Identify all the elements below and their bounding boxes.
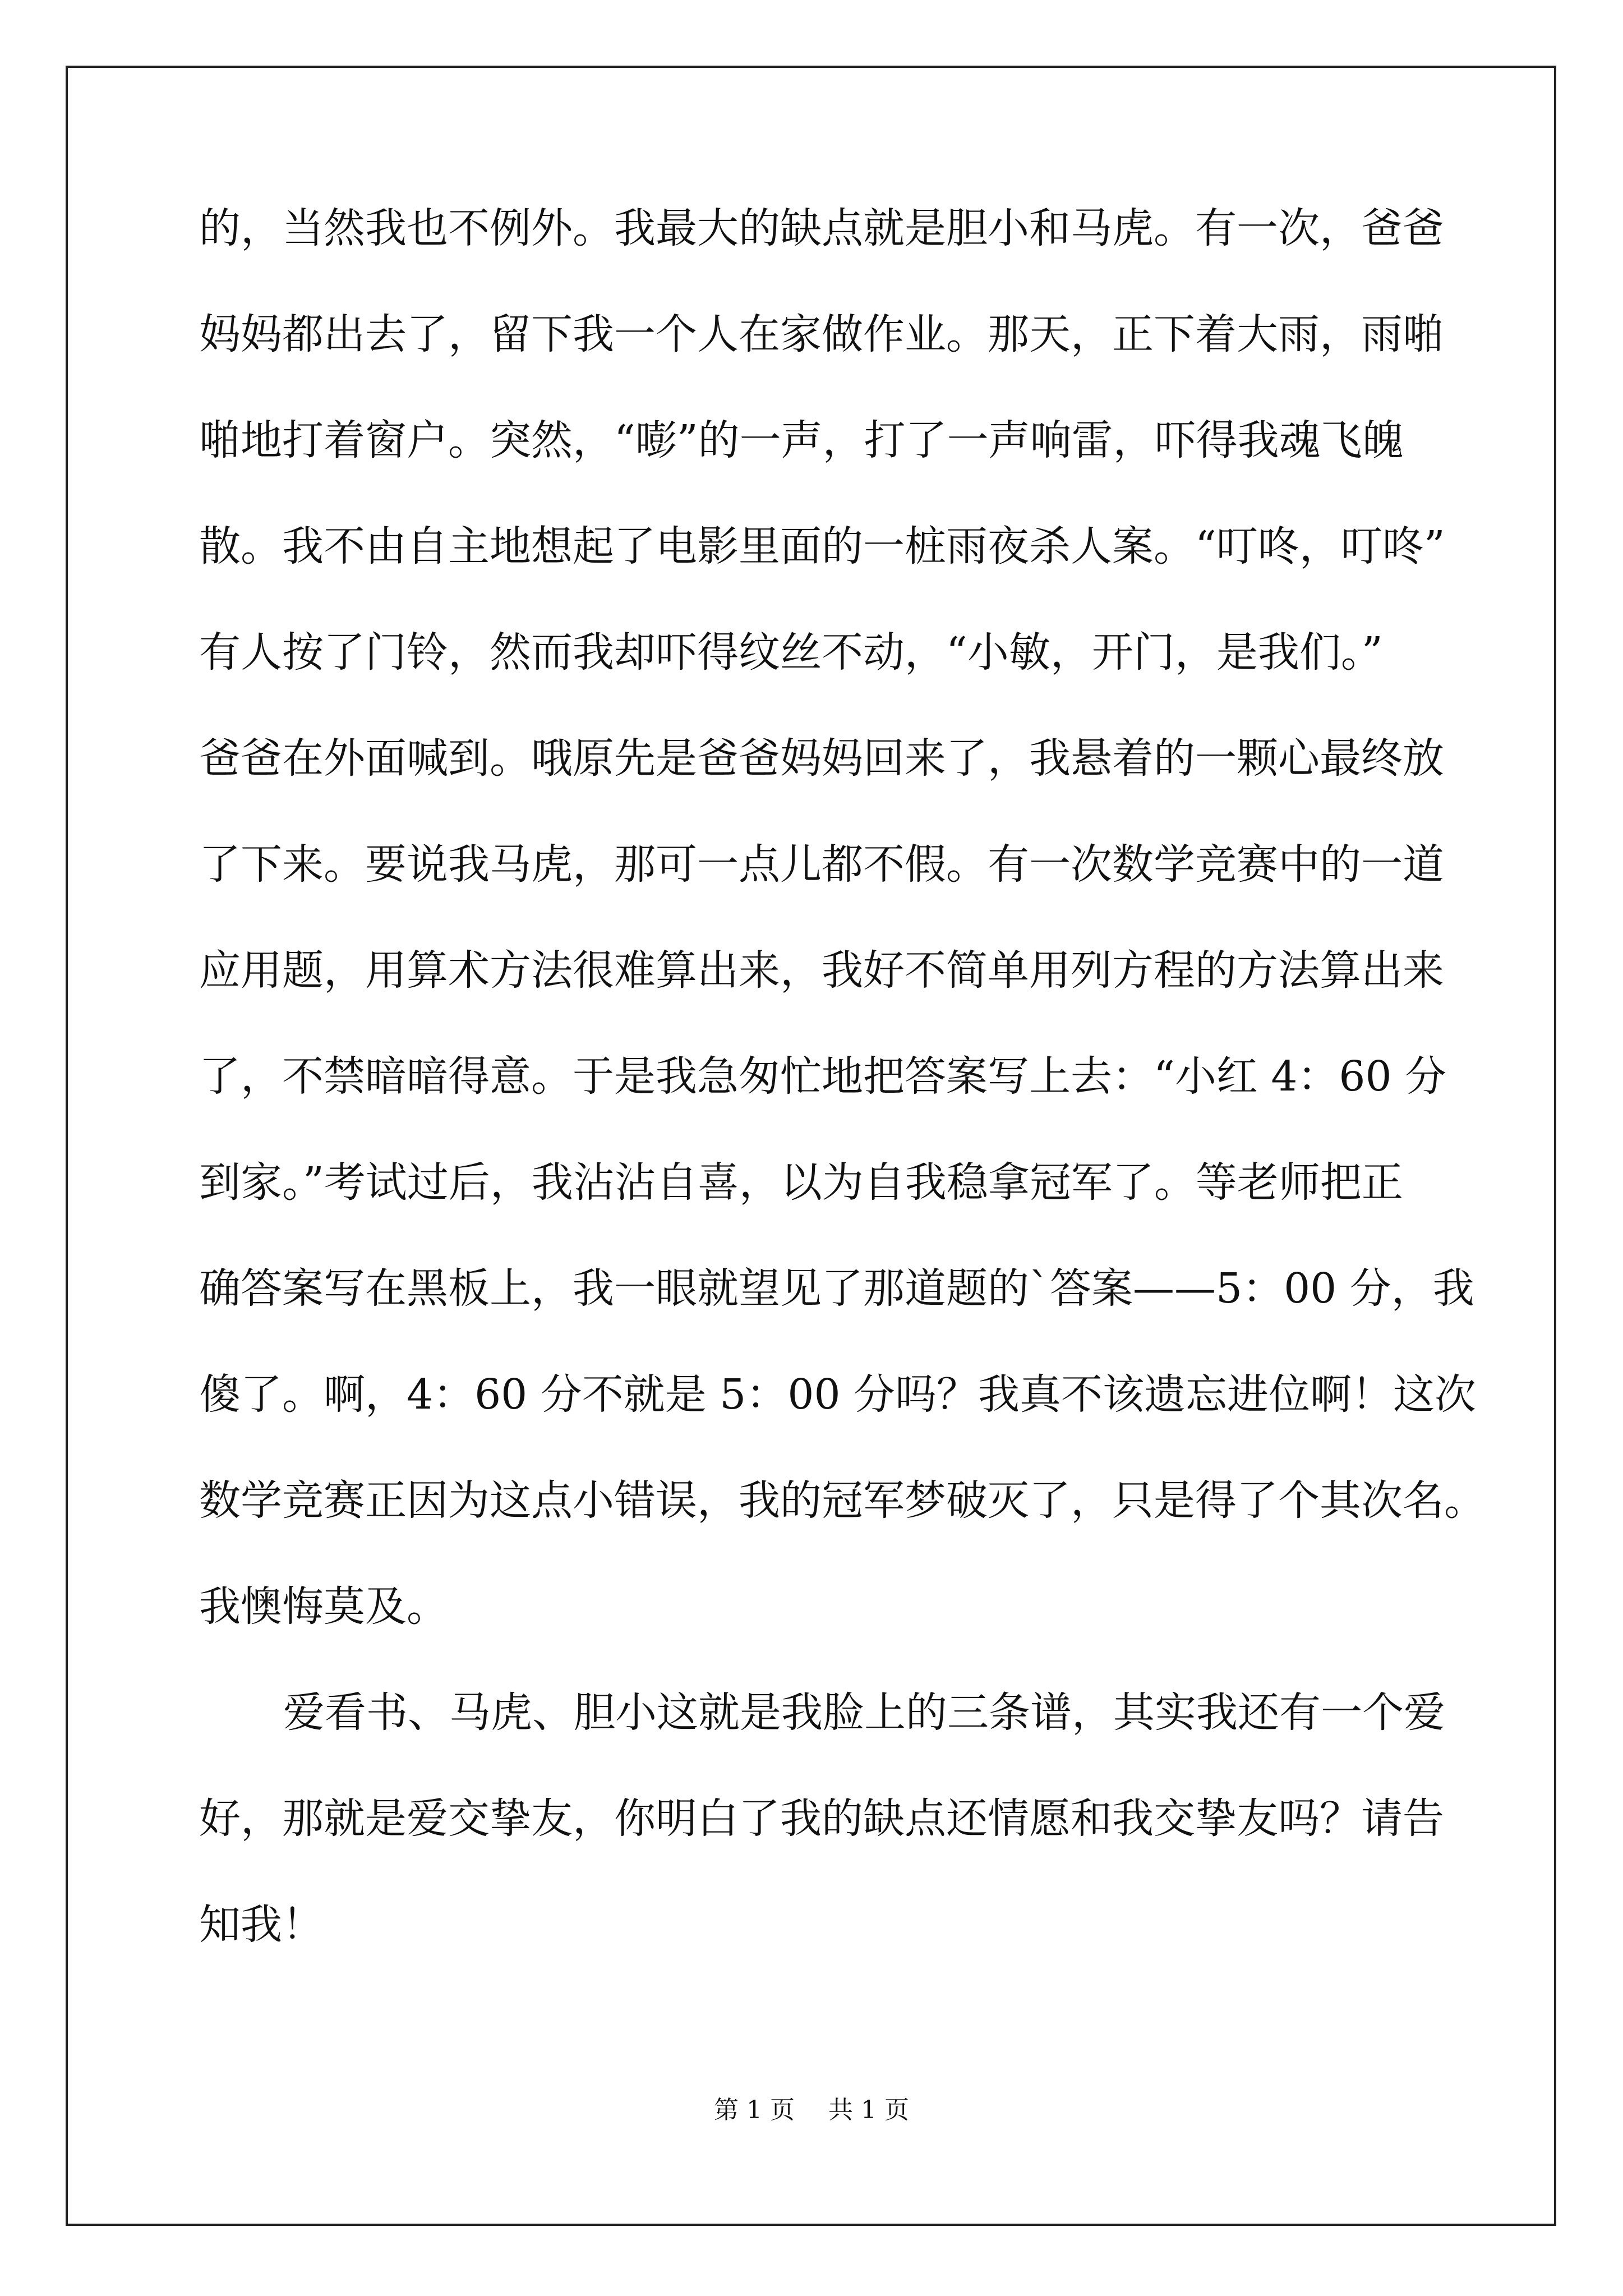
text-line: 散。我不由自主地想起了电影里面的一桩雨夜杀人案。“叮咚，叮咚” bbox=[199, 522, 1445, 570]
text-line: 的，当然我也不例外。我最大的缺点就是胆小和马虎。有一次，爸爸 bbox=[199, 204, 1444, 252]
text-line: 数学竞赛正因为这点小错误，我的冠军梦破灭了，只是得了个其次名。 bbox=[199, 1476, 1486, 1525]
text-line: 了下来。要说我马虎，那可一点儿都不假。有一次数学竞赛中的一道 bbox=[199, 840, 1444, 889]
page-footer bbox=[0, 2090, 1623, 2125]
text-line: 傻了。啊，4：60 分不就是 5：00 分吗？我真不该遗忘进位啊！这次 bbox=[199, 1370, 1477, 1419]
text-line: 应用题，用算术方法很难算出来，我好不简单用列方程的方法算出来 bbox=[199, 946, 1444, 995]
text-line: 好，那就是爱交挚友，你明白了我的缺点还情愿和我交挚友吗？请告 bbox=[199, 1795, 1444, 1843]
text-line: 妈妈都出去了，留下我一个人在家做作业。那天，正下着大雨，雨啪 bbox=[199, 310, 1444, 358]
paragraph-start-line: 爱看书、马虎、胆小这就是我脸上的三条谱，其实我还有一个爱 bbox=[283, 1688, 1445, 1737]
text-line: 到家。”考试过后，我沾沾自喜，以为自我稳拿冠军了。等老师把正 bbox=[199, 1158, 1403, 1207]
document-body bbox=[199, 204, 1486, 2010]
text-line: 我懊悔莫及。 bbox=[199, 1582, 448, 1631]
page-number: 第 1 页 bbox=[714, 2096, 795, 2124]
text-line: 了，不禁暗暗得意。于是我急匆忙地把答案写上去：“小红 4：60 分 bbox=[199, 1052, 1447, 1101]
page-total: 共 1 页 bbox=[828, 2096, 909, 2124]
text-line: 有人按了门铃，然而我却吓得纹丝不动，“小敏，开门，是我们。” bbox=[199, 628, 1383, 677]
text-line: 啪地打着窗户。突然，“嘭”的一声，打了一声响雷，吓得我魂飞魄 bbox=[199, 416, 1404, 464]
text-line: 爸爸在外面喊到。哦原先是爸爸妈妈回来了，我悬着的一颗心最终放 bbox=[199, 734, 1444, 783]
text-line: 知我！ bbox=[199, 1901, 324, 1949]
text-line: 确答案写在黑板上，我一眼就望见了那道题的`答案——5：00 分，我 bbox=[199, 1264, 1474, 1313]
